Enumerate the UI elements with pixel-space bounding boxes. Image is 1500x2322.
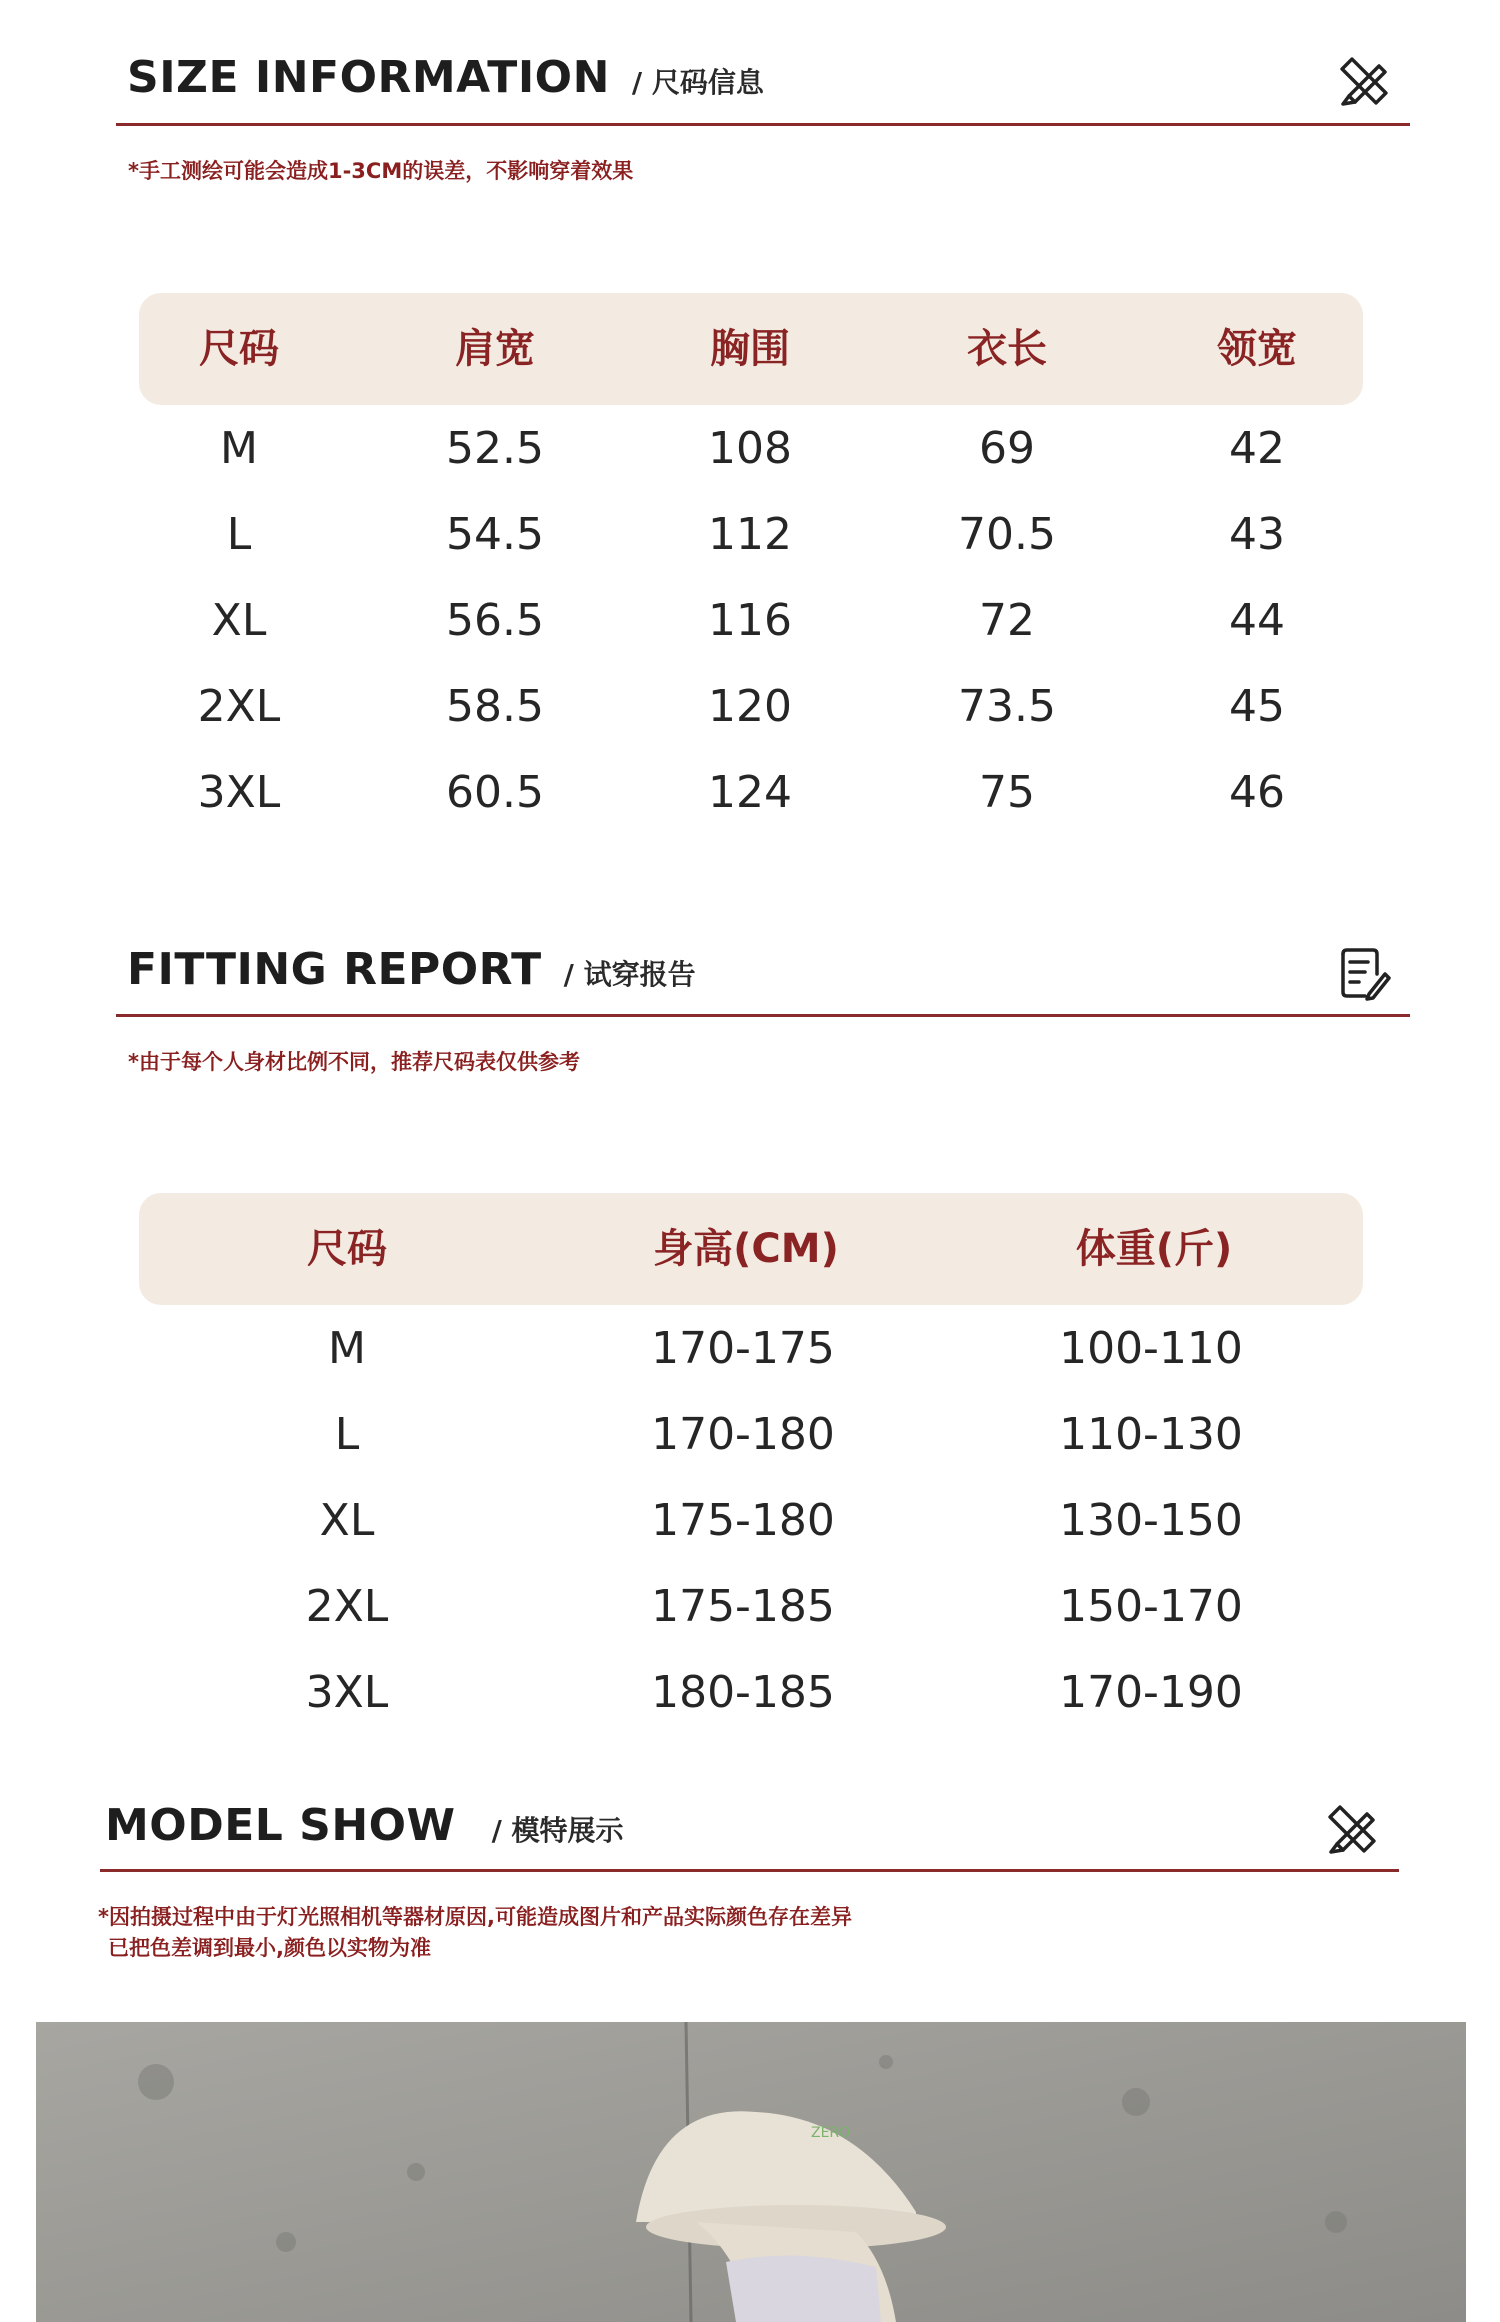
ruler-pencil-icon (1323, 1800, 1381, 1858)
cell-length: 72 (979, 595, 1035, 646)
cell-length: 69 (979, 423, 1035, 474)
fitting-subtitle: / 试穿报告 (563, 958, 696, 991)
cell-height: 180-185 (651, 1667, 835, 1718)
table-row (139, 1392, 1363, 1478)
size-info-title: SIZE INFORMATION (127, 52, 610, 103)
cell-weight: 170-190 (1059, 1667, 1243, 1718)
cell-size: M (328, 1323, 366, 1374)
model-show-subtitle: / 模特展示 (491, 1814, 624, 1847)
model-show-note-2: 已把色差调到最小,颜色以实物为准 (108, 1936, 431, 1960)
size-info-subtitle: / 尺码信息 (631, 66, 764, 99)
cell-chest: 116 (708, 595, 792, 646)
cell-collar: 43 (1229, 509, 1285, 560)
table-row (139, 1650, 1363, 1736)
cell-weight: 100-110 (1059, 1323, 1243, 1374)
size-col-length: 衣长 (967, 326, 1047, 372)
document-pencil-icon (1335, 944, 1393, 1002)
cell-size: M (220, 423, 258, 474)
table-row (139, 1306, 1363, 1392)
size-info-header (127, 52, 764, 103)
cell-height: 175-185 (651, 1581, 835, 1632)
fit-col-weight: 体重(斤) (1075, 1226, 1233, 1272)
cell-size: 2XL (305, 1581, 389, 1632)
model-photo (36, 2022, 1466, 2322)
model-show-header (105, 1800, 624, 1851)
cell-collar: 45 (1229, 681, 1285, 732)
cell-collar: 46 (1229, 767, 1285, 818)
size-col-shoulder: 肩宽 (455, 326, 535, 372)
size-info-note: *手工测绘可能会造成1-3CM的误差，不影响穿着效果 (128, 159, 634, 183)
size-col-size: 尺码 (199, 326, 279, 372)
cell-size: L (226, 509, 252, 560)
fit-col-height: 身高(CM) (653, 1226, 839, 1272)
cell-collar: 44 (1229, 595, 1285, 646)
cell-length: 73.5 (958, 681, 1056, 732)
fit-col-size: 尺码 (307, 1226, 387, 1272)
table-row (139, 492, 1363, 578)
fitting-note: *由于每个人身材比例不同，推荐尺码表仅供参考 (128, 1050, 580, 1074)
cell-chest: 108 (708, 423, 792, 474)
table-row (139, 664, 1363, 750)
cell-height: 170-175 (651, 1323, 835, 1374)
cell-shoulder: 60.5 (446, 767, 544, 818)
cell-size: 3XL (305, 1667, 389, 1718)
size-table (139, 293, 1363, 836)
cell-size: XL (319, 1495, 375, 1546)
size-table-header (139, 293, 1363, 405)
cell-size: XL (211, 595, 267, 646)
cell-shoulder: 54.5 (446, 509, 544, 560)
model-photo-image (36, 2022, 1466, 2322)
fitting-table (139, 1193, 1363, 1736)
cell-chest: 120 (708, 681, 792, 732)
cell-height: 170-180 (651, 1409, 835, 1460)
cell-length: 70.5 (958, 509, 1056, 560)
fitting-divider (116, 1014, 1410, 1017)
size-col-chest: 胸围 (710, 326, 790, 372)
svg-text:ZERO: ZERO (811, 2125, 851, 2141)
cell-weight: 150-170 (1059, 1581, 1243, 1632)
table-row (139, 406, 1363, 492)
table-row (139, 1564, 1363, 1650)
ruler-pencil-icon (1335, 52, 1393, 110)
size-col-collar: 领宽 (1217, 326, 1297, 372)
cell-size: L (334, 1409, 360, 1460)
fitting-header (127, 944, 696, 995)
model-show-note-1: *因拍摄过程中由于灯光照相机等器材原因,可能造成图片和产品实际颜色存在差异 (98, 1905, 852, 1929)
model-show-title: MODEL SHOW (105, 1800, 456, 1851)
table-row (139, 578, 1363, 664)
cell-size: 2XL (197, 681, 281, 732)
cell-height: 175-180 (651, 1495, 835, 1546)
table-row (139, 1478, 1363, 1564)
model-show-divider (100, 1869, 1399, 1872)
cell-shoulder: 58.5 (446, 681, 544, 732)
cell-chest: 124 (708, 767, 792, 818)
cell-shoulder: 52.5 (446, 423, 544, 474)
cell-weight: 130-150 (1059, 1495, 1243, 1546)
fitting-title: FITTING REPORT (127, 944, 542, 995)
size-info-divider (116, 123, 1410, 126)
fitting-table-header (139, 1193, 1363, 1305)
cell-length: 75 (979, 767, 1035, 818)
cell-weight: 110-130 (1059, 1409, 1243, 1460)
cell-chest: 112 (708, 509, 792, 560)
cell-size: 3XL (197, 767, 281, 818)
cell-collar: 42 (1229, 423, 1285, 474)
table-row (139, 750, 1363, 836)
cell-shoulder: 56.5 (446, 595, 544, 646)
